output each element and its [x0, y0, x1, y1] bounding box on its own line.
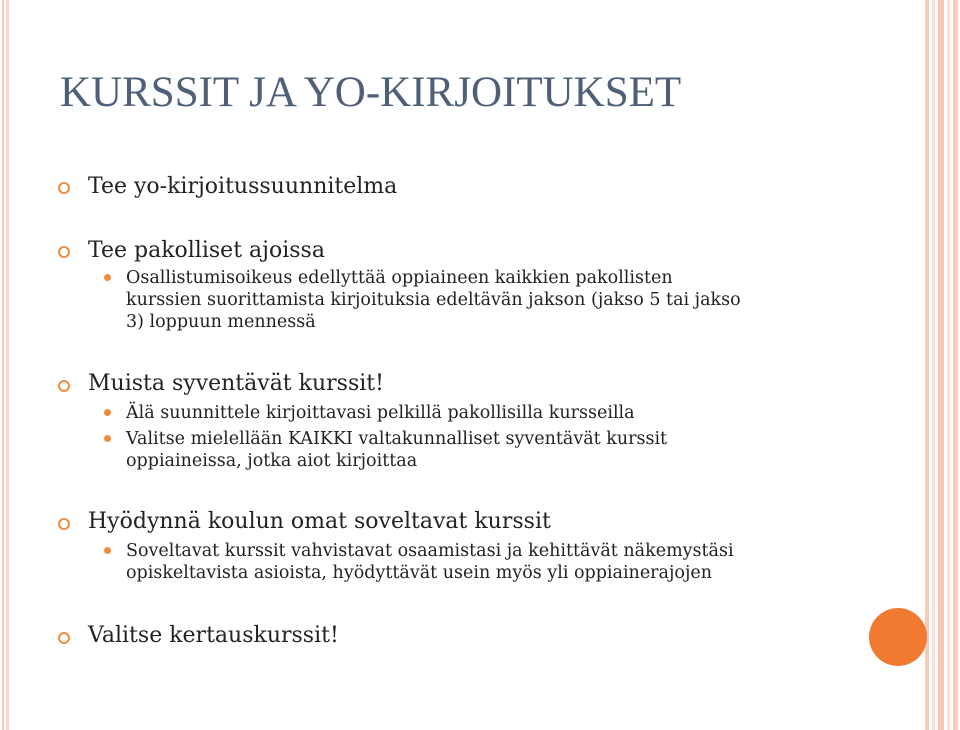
- bullet-item: Muista syventävät kurssit!: [88, 371, 384, 396]
- ring-bullet-icon: [58, 518, 70, 530]
- bullet-item: Tee pakolliset ajoissa: [88, 238, 325, 263]
- sub-bullet-line: oppiaineissa, jotka aiot kirjoittaa: [126, 451, 418, 471]
- dot-bullet-icon: [104, 274, 111, 281]
- ring-bullet-icon: [58, 182, 70, 194]
- sub-bullet-line: Osallistumisoikeus edellyttää oppiaineen kaikkien pakollisten: [126, 268, 673, 288]
- dot-bullet-icon: [104, 547, 111, 554]
- sub-bullet-line: Älä suunnittele kirjoittavasi pelkillä pakollisilla kursseilla: [126, 403, 635, 423]
- bullet-item: Tee yo-kirjoitussuunnitelma: [88, 174, 398, 199]
- ring-bullet-icon: [58, 380, 70, 392]
- sub-bullet-line: 3) loppuun mennessä: [126, 312, 316, 332]
- sub-bullet-line: Soveltavat kurssit vahvistavat osaamistasi ja kehittävät näkemystäsi: [126, 541, 734, 561]
- dot-bullet-icon: [104, 409, 111, 416]
- sub-bullet-line: opiskeltavista asioista, hyödyttävät usein myös yli oppiainerajojen: [126, 563, 712, 583]
- bullet-item: Hyödynnä koulun omat soveltavat kurssit: [88, 509, 551, 534]
- ring-bullet-icon: [58, 246, 70, 258]
- right-decorative-stripes: [925, 0, 960, 730]
- dot-bullet-icon: [104, 435, 111, 442]
- left-decorative-stripes: [2, 0, 12, 730]
- decorative-orange-circle: [869, 608, 927, 666]
- slide-title: KURSSIT JA YO-KIRJOITUKSET: [60, 69, 682, 116]
- sub-bullet-line: Valitse mielellään KAIKKI valtakunnalliset syventävät kurssit: [126, 429, 668, 449]
- sub-bullet-line: kurssien suorittamista kirjoituksia edeltävän jakson (jakso 5 tai jakso: [126, 290, 741, 310]
- bullet-item: Valitse kertauskurssit!: [88, 623, 339, 648]
- ring-bullet-icon: [58, 632, 70, 644]
